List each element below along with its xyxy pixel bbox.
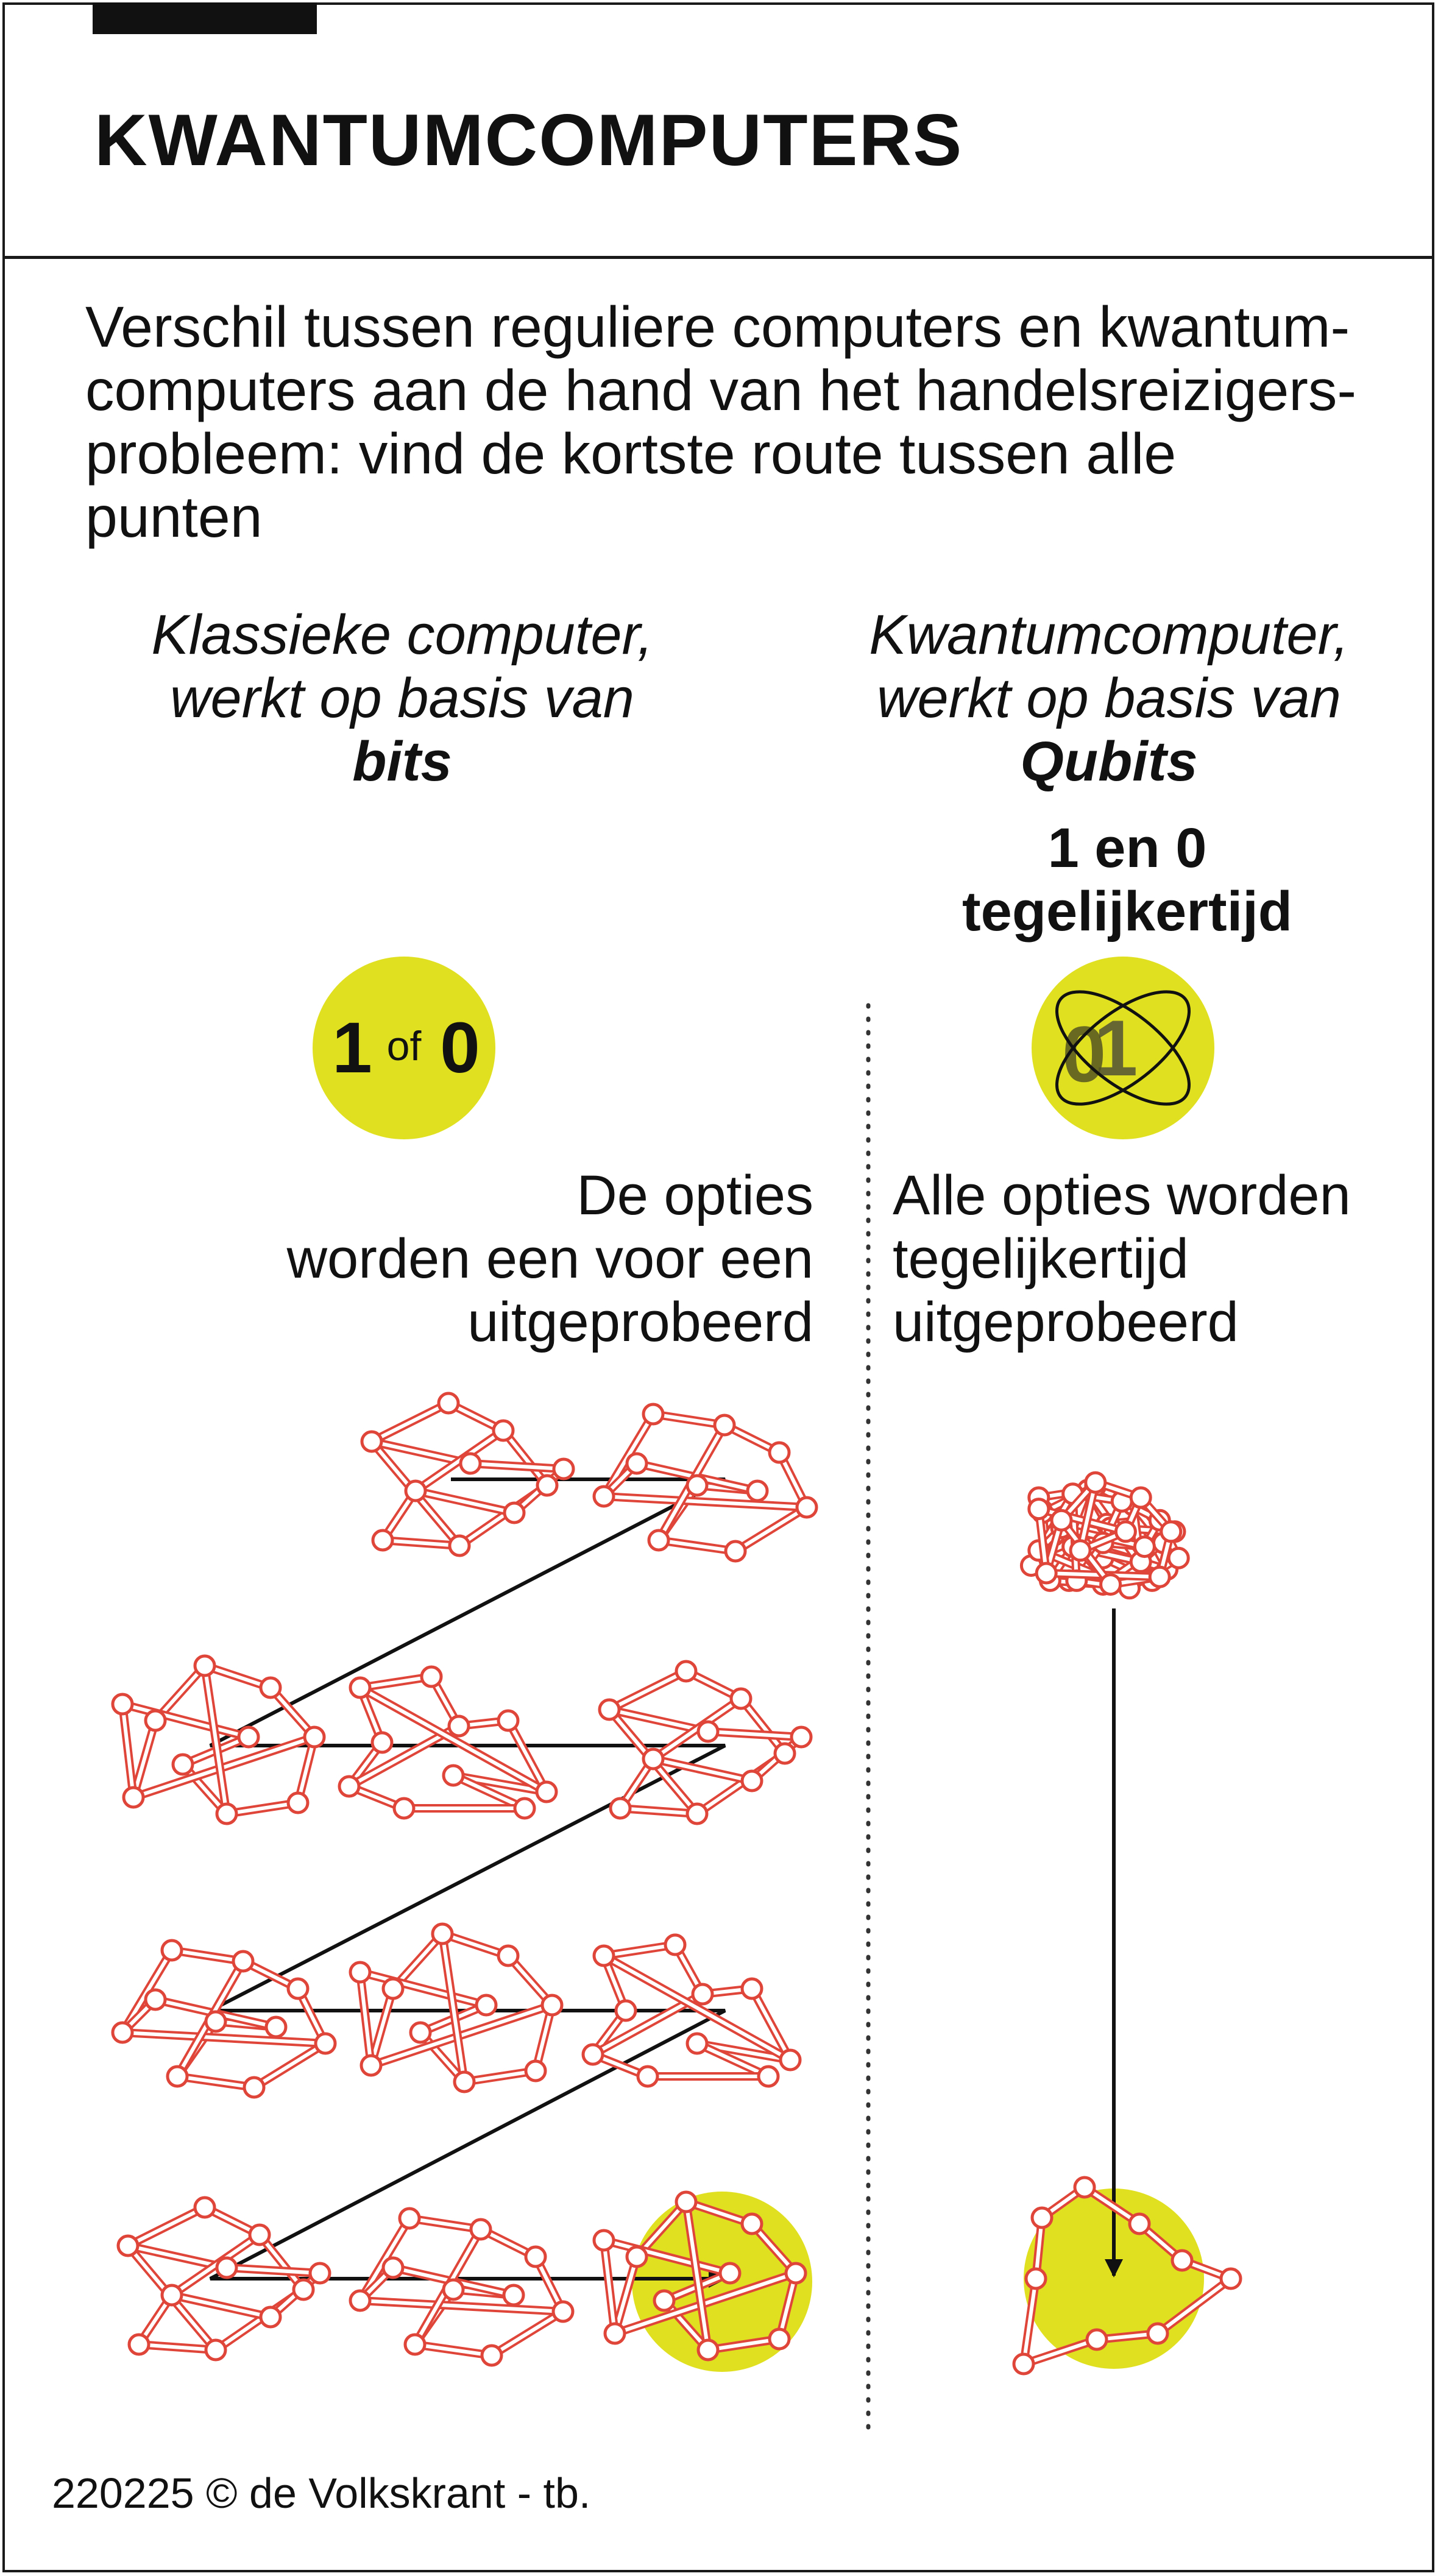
route-node xyxy=(261,1678,280,1697)
route-node xyxy=(129,2335,149,2354)
route-node xyxy=(373,1530,392,1550)
route-node xyxy=(316,2034,335,2053)
route-node xyxy=(698,1722,718,1741)
route-node xyxy=(449,1716,469,1736)
qubit-digit-back: 1 xyxy=(1094,1003,1138,1092)
route-node xyxy=(433,1924,452,1944)
intro-line: computers aan de hand van het handelsreizigers- xyxy=(85,358,1357,423)
route-node xyxy=(1148,2324,1167,2343)
route-node xyxy=(638,2067,657,2086)
bit-digit-one: 1 xyxy=(332,1008,372,1088)
route-node xyxy=(383,1979,403,1998)
route-node xyxy=(1161,1522,1181,1541)
route-node xyxy=(720,2263,740,2283)
route-node xyxy=(461,1454,480,1473)
classical-route-try xyxy=(600,1661,811,1824)
route-node xyxy=(394,1799,414,1818)
credit-line: 220225 © de Volkskrant - tb. xyxy=(52,2469,591,2517)
route-node xyxy=(118,2236,138,2256)
route-node xyxy=(305,1727,324,1747)
classical-route-try xyxy=(594,1404,816,1561)
route-node xyxy=(627,1454,646,1473)
route-node xyxy=(1026,2269,1046,2288)
classical-heading-line: werkt op basis van xyxy=(170,667,634,729)
intro-line: probleem: vind de kortste route tussen alle xyxy=(85,422,1177,486)
route-node xyxy=(1052,1510,1071,1530)
route-node xyxy=(526,2247,545,2266)
classical-route-try xyxy=(113,1656,324,1824)
route-node xyxy=(515,1799,534,1818)
route-node xyxy=(239,1727,258,1747)
route-node xyxy=(1075,2178,1094,2197)
route-node xyxy=(770,2329,789,2349)
route-node xyxy=(476,1995,496,2015)
route-node xyxy=(195,1656,214,1675)
route-node xyxy=(411,2023,430,2042)
quantum-heading-line: Kwantumcomputer, xyxy=(869,604,1349,666)
route-node xyxy=(526,2061,545,2081)
route-node xyxy=(383,2258,403,2277)
route-node xyxy=(1131,1488,1150,1507)
quantum-heading-strong: Qubits xyxy=(1020,731,1198,793)
route-node xyxy=(406,1481,425,1501)
route-node xyxy=(1135,1537,1154,1557)
route-node xyxy=(605,2324,625,2343)
route-node xyxy=(288,1793,308,1813)
quantum-description-line: tegelijkertijd xyxy=(893,1228,1189,1290)
classical-description-line: worden een voor een xyxy=(286,1228,813,1290)
route-node xyxy=(195,2198,214,2217)
route-node xyxy=(217,1804,236,1824)
route-node xyxy=(1014,2354,1033,2374)
route-node xyxy=(1071,1541,1090,1560)
classical-heading-strong: bits xyxy=(352,731,452,793)
route-node xyxy=(643,1404,663,1424)
route-node xyxy=(542,1995,562,2015)
route-node xyxy=(731,1689,751,1708)
quantum-heading-line: werkt op basis van xyxy=(877,667,1341,729)
route-node xyxy=(206,2012,225,2031)
route-node xyxy=(775,1744,795,1763)
route-node xyxy=(742,1979,762,1998)
bit-digit-zero: 0 xyxy=(440,1008,480,1088)
route-node xyxy=(554,1459,573,1479)
page-title: KWANTUMCOMPUTERS xyxy=(94,99,963,181)
route-node xyxy=(244,2078,264,2097)
route-node xyxy=(1086,1473,1105,1492)
classical-route-try xyxy=(362,1393,573,1555)
route-node xyxy=(1172,2251,1192,2270)
route-node xyxy=(113,1694,132,1714)
route-node xyxy=(233,1951,253,1971)
route-node xyxy=(162,1941,182,1960)
route-node xyxy=(537,1782,556,1802)
route-node xyxy=(594,2231,614,2250)
route-node xyxy=(1101,1575,1121,1594)
sequential-search-path xyxy=(210,1479,725,2279)
intro-line: Verschil tussen reguliere computers en kwantum- xyxy=(85,295,1350,359)
route-node xyxy=(715,1415,734,1435)
classical-route-try xyxy=(350,2209,573,2365)
route-node xyxy=(748,1481,767,1501)
route-node xyxy=(146,1711,165,1730)
route-node xyxy=(742,1771,762,1791)
route-node xyxy=(146,1990,165,2009)
route-node xyxy=(693,1984,712,2004)
route-node xyxy=(1036,1563,1056,1583)
route-node xyxy=(310,2263,330,2283)
route-node xyxy=(498,1946,518,1966)
route-node xyxy=(439,1393,458,1413)
route-node xyxy=(759,2067,778,2086)
route-node xyxy=(455,2072,474,2092)
route-node xyxy=(400,2209,419,2228)
classical-heading-line: Klassieke computer, xyxy=(151,604,653,666)
superposition-line: tegelijkertijd xyxy=(962,880,1292,943)
route-node xyxy=(250,2225,269,2245)
route-node xyxy=(797,1498,816,1517)
route-node xyxy=(627,2247,646,2266)
route-node xyxy=(665,1935,685,1955)
superposition-line: 1 en 0 xyxy=(1047,817,1207,879)
route-node xyxy=(450,1536,469,1555)
classical-description-line: uitgeprobeerd xyxy=(467,1291,813,1353)
route-node xyxy=(654,2291,674,2310)
bit-connector: of xyxy=(386,1023,422,1069)
route-node xyxy=(687,1476,707,1495)
route-node xyxy=(124,1788,143,1807)
route-node xyxy=(350,2291,370,2310)
route-node xyxy=(594,1946,614,1966)
classical-description-line: De opties xyxy=(576,1164,813,1226)
route-node xyxy=(786,2263,806,2283)
route-node xyxy=(471,2220,491,2239)
route-node xyxy=(261,2307,280,2327)
route-node xyxy=(742,2214,762,2234)
route-node xyxy=(505,1503,524,1523)
route-node xyxy=(339,1777,359,1796)
route-node xyxy=(1087,2330,1107,2349)
route-node xyxy=(113,2023,132,2042)
route-node xyxy=(698,2340,718,2360)
intro-line: punten xyxy=(85,485,263,550)
route-node xyxy=(482,2346,501,2365)
route-node xyxy=(350,1962,370,1982)
route-node xyxy=(266,2017,286,2037)
route-node xyxy=(792,1727,811,1747)
route-node xyxy=(498,1711,518,1730)
route-node xyxy=(594,1487,614,1506)
route-node xyxy=(1029,1499,1049,1519)
route-node xyxy=(676,2192,696,2212)
route-node xyxy=(217,2258,236,2277)
route-node xyxy=(494,1421,513,1440)
route-node xyxy=(361,2056,381,2075)
route-node xyxy=(643,1749,663,1769)
classical-route-try xyxy=(350,1924,562,2092)
route-node xyxy=(1130,2214,1149,2234)
route-node xyxy=(616,2001,636,2020)
quantum-description-line: uitgeprobeerd xyxy=(893,1291,1239,1353)
qubit-digit-front: 0 xyxy=(1062,1010,1107,1099)
route-node xyxy=(1221,2269,1241,2288)
route-node xyxy=(444,1766,463,1785)
route-node xyxy=(422,1667,441,1686)
route-node xyxy=(537,1476,557,1495)
route-node xyxy=(600,1700,619,1719)
route-node xyxy=(649,1530,668,1550)
route-node xyxy=(168,2067,187,2086)
route-node xyxy=(444,2280,463,2299)
route-node xyxy=(770,1443,789,1462)
route-node xyxy=(162,2285,182,2305)
route-node xyxy=(726,1541,745,1561)
route-node xyxy=(1116,1522,1135,1541)
route-node xyxy=(350,1678,370,1697)
route-node xyxy=(288,1979,308,1998)
route-node xyxy=(206,2340,225,2360)
route-node xyxy=(583,2045,603,2064)
route-node xyxy=(372,1733,392,1752)
route-node xyxy=(504,2285,523,2305)
route-node xyxy=(1169,1548,1188,1568)
route-node xyxy=(553,2302,573,2321)
route-node xyxy=(294,2280,313,2299)
route-node xyxy=(676,1661,696,1681)
route-node xyxy=(362,1432,381,1451)
route-node xyxy=(687,1804,707,1824)
route-node xyxy=(1032,2208,1052,2227)
route-node xyxy=(611,1799,630,1818)
route-node xyxy=(173,1755,193,1774)
route-node xyxy=(781,2050,800,2070)
route-node xyxy=(1150,1567,1169,1587)
classical-route-try xyxy=(339,1667,556,1818)
quantum-description-line: Alle opties worden xyxy=(893,1164,1351,1226)
route-node xyxy=(405,2335,425,2354)
route-node xyxy=(687,2034,707,2053)
